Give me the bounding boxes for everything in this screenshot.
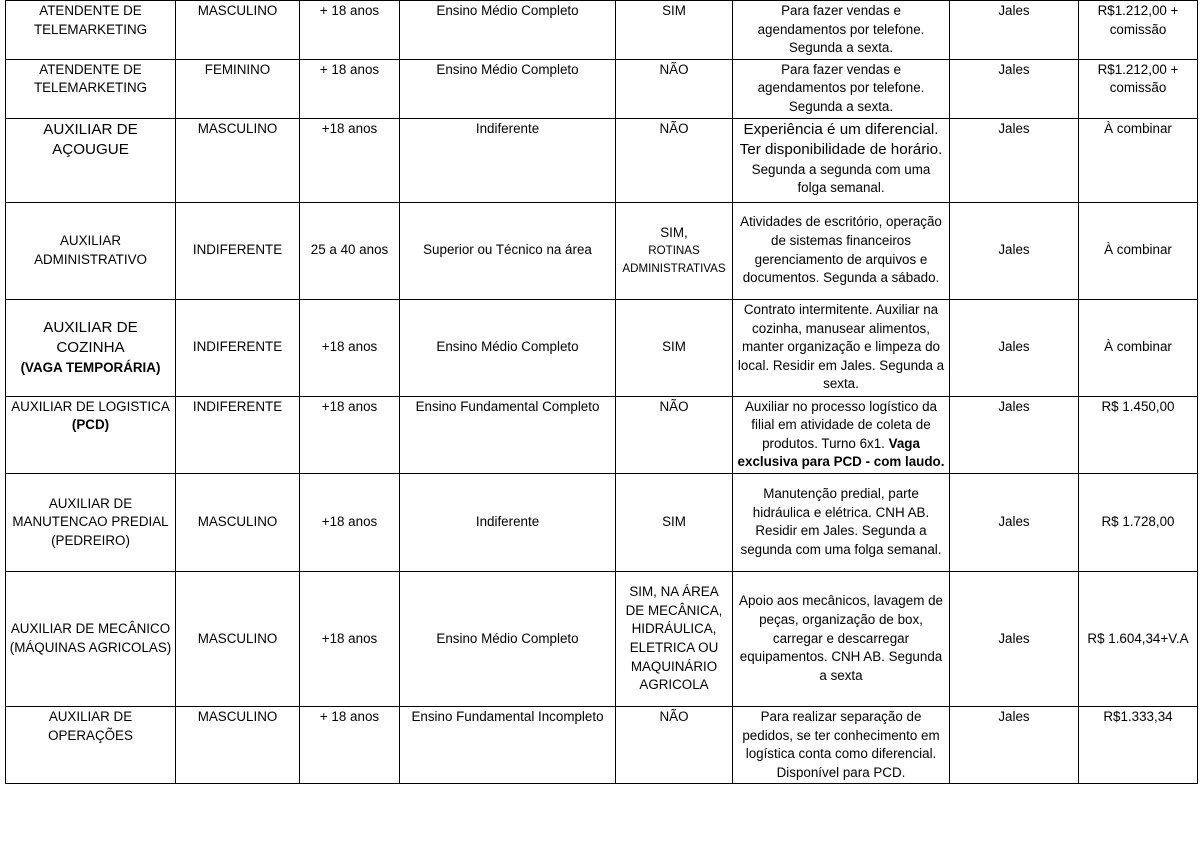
job-salary-cell: À combinar xyxy=(1079,118,1198,202)
job-description-cell: Experiência é um diferencial. Ter disponibilidade de horário. Segunda a segunda com uma folga semanal. xyxy=(733,118,950,202)
job-city-cell: Jales xyxy=(950,1,1079,60)
job-experience-cell: NÃO xyxy=(616,118,733,202)
job-description-cell: Apoio aos mecânicos, lavagem de peças, organização de box, carregar e descarregar equipamentos. CNH AB. Segunda a sexta xyxy=(733,571,950,706)
job-salary-cell: R$1.212,00 + comissão xyxy=(1079,1,1198,60)
job-age-cell: + 18 anos xyxy=(300,59,400,118)
job-city-cell: Jales xyxy=(950,59,1079,118)
table-row xyxy=(6,118,1198,202)
table-row xyxy=(6,1,1198,60)
table-row xyxy=(6,396,1198,473)
job-education-cell: Ensino Fundamental Incompleto xyxy=(400,706,616,783)
job-experience-cell: NÃO xyxy=(616,706,733,783)
job-salary-cell: R$1.212,00 + comissão xyxy=(1079,59,1198,118)
job-role-cell: AUXILIAR DE MANUTENCAO PREDIAL (PEDREIRO) xyxy=(6,473,176,571)
job-description-cell: Atividades de escritório, operação de sistemas financeiros gerenciamento de arquivos e documentos. Segunda a sábado. xyxy=(733,202,950,299)
job-age-cell: + 18 anos xyxy=(300,1,400,60)
job-city-cell: Jales xyxy=(950,396,1079,473)
job-role-cell: ATENDENTE DE TELEMARKETING xyxy=(6,1,176,60)
job-education-cell: Ensino Médio Completo xyxy=(400,1,616,60)
job-listings-table xyxy=(5,0,1198,784)
job-description-cell: Auxiliar no processo logístico da filial em atividade de coleta de produtos. Turno 6x1. Vaga exclusiva para PCD - com laudo. xyxy=(733,396,950,473)
job-sex-cell: MASCULINO xyxy=(176,473,300,571)
job-role-cell: AUXILIAR DE OPERAÇÕES xyxy=(6,706,176,783)
job-role-cell: AUXILIAR DE COZINHA (VAGA TEMPORÁRIA) xyxy=(6,299,176,396)
job-education-cell: Indiferente xyxy=(400,473,616,571)
job-city-cell: Jales xyxy=(950,571,1079,706)
job-city-cell: Jales xyxy=(950,299,1079,396)
table-row xyxy=(6,473,1198,571)
job-role-cell: AUXILIAR ADMINISTRATIVO xyxy=(6,202,176,299)
job-description-cell: Para realizar separação de pedidos, se ter conhecimento em logística conta como diferencial. Disponível para PCD. xyxy=(733,706,950,783)
job-city-cell: Jales xyxy=(950,202,1079,299)
job-experience-cell: SIM xyxy=(616,1,733,60)
job-age-cell: 25 a 40 anos xyxy=(300,202,400,299)
job-description-cell: Manutenção predial, parte hidráulica e elétrica. CNH AB. Residir em Jales. Segunda a segunda com uma folga semanal. xyxy=(733,473,950,571)
table-row xyxy=(6,706,1198,783)
job-sex-cell: INDIFERENTE xyxy=(176,396,300,473)
job-city-cell: Jales xyxy=(950,473,1079,571)
job-role-cell: ATENDENTE DE TELEMARKETING xyxy=(6,59,176,118)
job-salary-cell: R$ 1.604,34+V.A xyxy=(1079,571,1198,706)
job-age-cell: +18 anos xyxy=(300,473,400,571)
job-city-cell: Jales xyxy=(950,118,1079,202)
job-experience-cell: NÃO xyxy=(616,59,733,118)
job-experience-cell: NÃO xyxy=(616,396,733,473)
job-age-cell: +18 anos xyxy=(300,299,400,396)
job-salary-cell: R$ 1.728,00 xyxy=(1079,473,1198,571)
job-salary-cell: R$1.333,34 xyxy=(1079,706,1198,783)
job-description-cell: Contrato intermitente. Auxiliar na cozinha, manusear alimentos, manter organização e limpeza do local. Residir em Jales. Segunda a sexta. xyxy=(733,299,950,396)
job-education-cell: Ensino Médio Completo xyxy=(400,571,616,706)
job-age-cell: +18 anos xyxy=(300,571,400,706)
job-education-cell: Ensino Fundamental Completo xyxy=(400,396,616,473)
table-row xyxy=(6,202,1198,299)
job-sex-cell: MASCULINO xyxy=(176,706,300,783)
job-age-cell: +18 anos xyxy=(300,118,400,202)
job-age-cell: +18 anos xyxy=(300,396,400,473)
job-sex-cell: MASCULINO xyxy=(176,1,300,60)
table-row xyxy=(6,571,1198,706)
job-role-cell: AUXILIAR DE LOGISTICA (PCD) xyxy=(6,396,176,473)
job-experience-cell: SIM, ROTINAS ADMINISTRATIVAS xyxy=(616,202,733,299)
job-experience-cell: SIM xyxy=(616,299,733,396)
job-experience-cell: SIM xyxy=(616,473,733,571)
job-experience-cell: SIM, NA ÁREA DE MECÂNICA, HIDRÁULICA, ELETRICA OU MAQUINÁRIO AGRICOLA xyxy=(616,571,733,706)
job-sex-cell: MASCULINO xyxy=(176,571,300,706)
job-salary-cell: À combinar xyxy=(1079,202,1198,299)
job-education-cell: Ensino Médio Completo xyxy=(400,299,616,396)
job-sex-cell: MASCULINO xyxy=(176,118,300,202)
job-sex-cell: INDIFERENTE xyxy=(176,202,300,299)
job-description-cell: Para fazer vendas e agendamentos por telefone. Segunda a sexta. xyxy=(733,59,950,118)
job-sex-cell: INDIFERENTE xyxy=(176,299,300,396)
job-description-cell: Para fazer vendas e agendamentos por telefone. Segunda a sexta. xyxy=(733,1,950,60)
table-row xyxy=(6,59,1198,118)
job-salary-cell: R$ 1.450,00 xyxy=(1079,396,1198,473)
job-education-cell: Superior ou Técnico na área xyxy=(400,202,616,299)
job-education-cell: Indiferente xyxy=(400,118,616,202)
job-role-cell: AUXILIAR DE AÇOUGUE xyxy=(6,118,176,202)
job-sex-cell: FEMININO xyxy=(176,59,300,118)
job-education-cell: Ensino Médio Completo xyxy=(400,59,616,118)
job-age-cell: + 18 anos xyxy=(300,706,400,783)
table-row xyxy=(6,299,1198,396)
job-city-cell: Jales xyxy=(950,706,1079,783)
job-role-cell: AUXILIAR DE MECÂNICO (MÁQUINAS AGRICOLAS) xyxy=(6,571,176,706)
job-salary-cell: À combinar xyxy=(1079,299,1198,396)
